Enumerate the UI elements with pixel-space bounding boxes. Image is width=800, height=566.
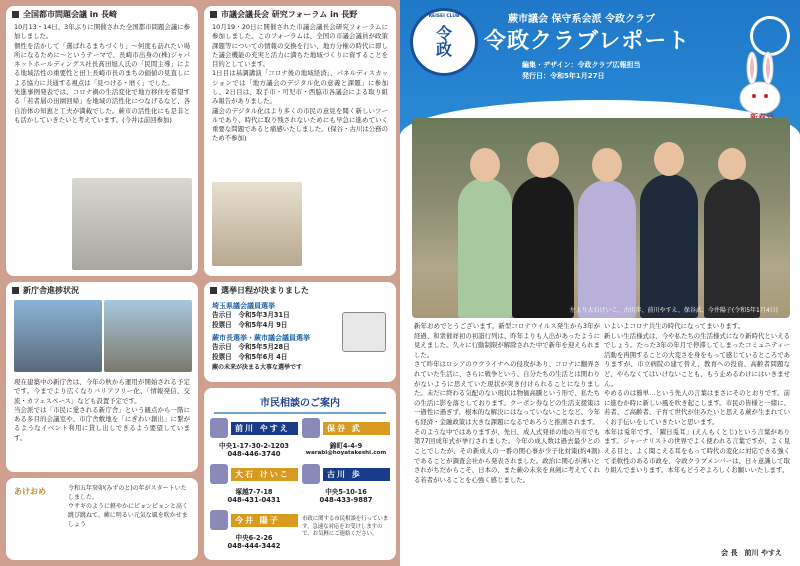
member-imai (210, 510, 298, 550)
person-head (592, 148, 622, 182)
consult-title: 市民相談のご案内 (214, 388, 386, 414)
member-phone: 048-446-3740 (227, 450, 281, 458)
member-maekawa (210, 418, 298, 458)
member-phone: 048-433-9887 (319, 496, 373, 504)
person-figure (458, 178, 512, 318)
emblem-char: 令 政 (435, 24, 452, 59)
club-emblem (410, 8, 478, 76)
right-page (400, 0, 800, 566)
election-schedule-box (204, 282, 396, 382)
election-title: 選挙日程が決まりました (221, 286, 309, 295)
citizen-consult-box (204, 388, 396, 560)
building-body: 現在建築中の新庁舎は、今年の秋から運用が開始される予定です。今までより広くなりバリアフリー化、「情報発信、交流・カフェスペース」なども設置予定です。 当会派では「市民に愛される新庁舎」という観点から一階にある多目的会議室や、市庁舎敷地を「にぎわい創出」に繋がるようなイベント利用に貸し出しできるよう要望しています。 (14, 378, 190, 442)
avatar (302, 464, 320, 484)
masthead-date: 発行日：令和5年1月27日 (522, 71, 605, 80)
member-phone: 048-444-3442 (227, 542, 281, 550)
member-hoya (302, 418, 390, 456)
building-title: 新庁舎進捗状況 (23, 286, 79, 295)
masthead-editor: 編集・デザイン：令政クラブ広報担当 (522, 61, 641, 69)
bullet-square-icon (210, 287, 217, 294)
forum-title: 市議会議長会 研究フォーラム in 長野 (221, 10, 358, 19)
member-name: 古川 歩 (323, 468, 390, 481)
member-name: 今井 陽子 (231, 514, 298, 527)
signature: 会 長 前川 やすえ (721, 549, 782, 557)
city-election-head: 蕨市長選挙・蕨市議会議員選挙 (212, 333, 310, 342)
pref-notice-date: 告示日 令和5年3月31日 (212, 311, 290, 319)
member-address: 中央6-2-26 (235, 534, 273, 542)
masthead-title: 令政クラブレポート (484, 29, 691, 54)
city-notice-date: 告示日 令和5年5月28日 (212, 342, 290, 351)
member-furukawa (302, 464, 390, 504)
person-head (654, 142, 684, 176)
member-address: 中央5-10-16 (325, 488, 367, 496)
emblem-ring-text: REISEI CLUB (428, 14, 460, 19)
pref-vote-date: 投票日 令和5年4月 9日 (212, 320, 288, 329)
person-head (527, 142, 559, 178)
building-photo-1 (14, 300, 102, 372)
photo-caption: 左より大石けいこ、古川歩、前川やすえ、保谷武、今井陽子(令和5年1月4日) (569, 307, 778, 314)
member-email: warabi@hoyatakeshi.com (305, 450, 387, 456)
person-figure (640, 174, 698, 318)
forum-report-box (204, 6, 396, 276)
election-note: 蕨の未来が決まる大事な選挙です (212, 363, 303, 371)
forum-photo (212, 182, 302, 266)
member-name: 大石 けいこ (231, 468, 298, 481)
pref-election-head: 埼玉県議会議員選挙 (212, 302, 275, 310)
greeting-column-1: 新年おめでとうございます。新型コロナウイルス発生から3年が経過、和衆催祥初の初詣行列は、昨年よりも人出があったように見えました。久々に行動制限が解除された中で新年を迎えられました。 さて昨年はロシアのウクライナへの侵攻があり、コロナに翻弄されていた生活に、さらに戦争という、自分たちの生活とは関わりがないように思えていた現状が突き付けられることになりました。未だに終わる気配のない現状は物価高騰という形で、私たちの生活に影を落としております。クーポン券などの生活支援策は一過性に過ぎず、根本的な解決にはなっていないことなど、今年も経済・金融政策は大きな課題になるであろうと推測されます。 そのような中ではありますが、先日、成人式発祥の地の当市でも第77回成年式が挙行されました。今年の成人数は過去最少とのことでしたが、その新成人の一番の関心事が少子化対策(約4割)であることが調査会社から発表されました。政治に関心が薄いとされがちだからこそ、日本の、また蕨の未来を真剣に考えてくれる若者がいることを心強く感じました。 (414, 322, 600, 484)
consult-note: 市政に関する市民相談を行っています。急速な対応をお受けしますので、お気軽にご連絡ください。 (302, 516, 389, 538)
person-figure (578, 180, 636, 318)
person-head (718, 148, 746, 180)
avatar (210, 418, 228, 438)
conference-photo (72, 178, 192, 270)
masthead (400, 0, 800, 136)
avatar (210, 510, 228, 530)
member-phone: 048-431-0431 (227, 496, 281, 504)
avatar (302, 418, 320, 438)
bullet-square-icon (12, 11, 19, 18)
avatar (210, 464, 228, 484)
members-group-photo (412, 118, 790, 318)
ballot-box-icon (342, 312, 386, 352)
person-figure (512, 176, 574, 318)
member-address: 塚越7-7-18 (235, 488, 273, 496)
member-name: 前川 やすえ (231, 422, 298, 435)
member-address: 中央1-17-30-2-1203 (218, 442, 289, 450)
member-oishi (210, 464, 298, 504)
new-year-box (6, 478, 198, 560)
conference-report-box (6, 6, 198, 276)
bullet-square-icon (210, 11, 217, 18)
conference-body: 10月13・14日、3年ぶりに開催された全国都市問題会議に参加しました。 個性を活かして「選ばれるまちづくり」〜何度も訪れたい場所になるために〜というテーマで、長崎市出身の(株)ジャパネットホールディングス社長髙田旭人氏の「民間主導」による地域活性の重要性と田上長崎市長のまちの価値の見直しによる協力に共通する視点は「見つける・磨く」でした。 先進事例発表では、コロナ禍の生活変化で地方移住を希望する「若者層の田園回帰」を地域の活性化につなげるなど、各自治体の知恵と工夫が満載でした。蕨市の活性化にも是非とも活かしていきたいと考えています。(今井は前回参加) (14, 23, 190, 124)
building-progress-box (6, 282, 198, 472)
city-vote-date: 投票日 令和5年6月 4日 (212, 352, 288, 361)
rabbit-icon (730, 50, 790, 120)
member-name: 保谷 武 (323, 422, 390, 435)
building-photo-2 (104, 300, 192, 372)
bullet-square-icon (12, 287, 19, 294)
forum-body: 10月19・20日に開催された市議会議長会研究フォーラムに参加しました。このフォーラムは、全国の市議会議員が政策課題等についての情報の交換を行い、地方分権の時代に即した議会機能の充実と活力に満ちた地域づくりに資することを目的としています。 1日目は基調講演「コロナ後の地域経済」、パネルディスカッションでは「地方議会のデジタル化の意義と課題」に参加し、2日目は、取手市・可児市・西脇市各議会による取り組み報告がありました。 議会のデジタル化はより多くの市民の意見を聞く新しいツールであり、時代に取り残されないためにも早急に進めていく重要な問題であると痛感いたしました。(保谷・古川は公務のため不参加) (212, 23, 388, 143)
member-address: 錦町4-4-9 (329, 442, 363, 450)
conference-title: 全国都市問題会議 in 長崎 (23, 10, 118, 19)
person-head (470, 148, 500, 182)
masthead-subtitle: 蕨市議会 保守系会派 令政クラブ (508, 14, 655, 25)
new-year-stamp: あけおめ (14, 487, 46, 496)
new-year-body: 令和五年癸卯(みずのと)の年がスタートいたしました。 ウサギのように軽やかにピョンピョンと高く跳び跳ねて、蕨に明るい元気な風を吹かせましょう (68, 485, 189, 528)
greeting-column-2: いよいよコロナ共生の時代になってまいります。 新しい生活様式は、今や私たちの生活様式になり新時代といえるでしょう。たった3年の年月で停滞してしまったコミュニティー活動を再開することの大変さを身をもって感じているところでありますが、市立病院の建て替え、教育への投資、高齢者問題など、やらなくてはいけないことも、もう止めるわけにはいきません。 やめるのは簡単…という先人の言葉はまさにそのとおりです。前に進むか時に新しい風を吹き起こします。市民の皆様と一緒に、若者、ご高齢者、子育て世代が住みたいと思える蕨が生まれていくお手伝いをしていきたいと思います。 本年は兎年です。「躍日兎耳」(えんもくとじ)という言葉があります。ジャーナリストの世界でよく使われる言葉ですが、よく見える目と、よく聞こえる耳をもって時代の変化に対応できる強くて柔軟性のある市政を、令政クラブメンバーは、日々意識して取り組んでまいります。本年もどうぞよろしくお願いいたします。 (604, 322, 790, 475)
person-figure (704, 178, 760, 318)
